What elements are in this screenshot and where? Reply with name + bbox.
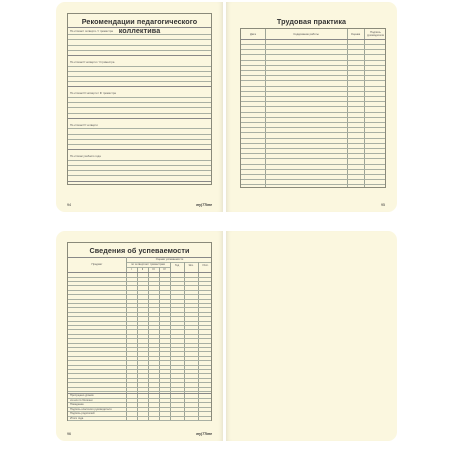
ruled-line — [68, 118, 211, 119]
ruled-line — [68, 55, 211, 56]
table-row — [241, 65, 385, 66]
ruled-line — [68, 97, 211, 98]
page-number: 95 — [381, 203, 385, 207]
ruled-line — [68, 76, 211, 77]
brand-logo: my|TTime — [196, 432, 212, 436]
table-row — [241, 75, 385, 76]
quarter-1: I — [131, 268, 132, 271]
ruled-line — [68, 39, 211, 40]
ruled-line — [68, 139, 211, 140]
table-row — [68, 312, 211, 313]
table-row — [241, 44, 385, 45]
table-row — [68, 347, 211, 348]
table-row — [68, 351, 211, 352]
ruled-line — [68, 71, 211, 72]
page-96 — [56, 231, 223, 441]
table-row — [241, 106, 385, 107]
table-row — [241, 174, 385, 175]
quarter-2: II — [141, 268, 144, 271]
table-row — [241, 70, 385, 71]
footer-row-parent-signature: Подпись родителей — [70, 412, 95, 415]
grades-table — [67, 242, 212, 421]
table-row — [241, 158, 385, 159]
table-row — [241, 148, 385, 149]
table-row — [241, 49, 385, 50]
table-row — [241, 143, 385, 144]
ruled-line — [68, 175, 211, 176]
table-row — [68, 338, 211, 339]
table-row — [241, 169, 385, 170]
footer-row-year-results: Итоги года — [70, 416, 84, 420]
table-row — [68, 378, 211, 379]
table-row — [241, 127, 385, 128]
page-94 — [56, 2, 223, 212]
footer-line — [68, 402, 211, 403]
quarters-header: по четвертям / триместрам — [131, 263, 165, 266]
table-row — [68, 360, 211, 361]
footer-line — [68, 416, 211, 417]
spread-bottom — [56, 231, 397, 441]
section-label: По итогам III четверти / III триместра — [70, 92, 116, 96]
quarter-4: IV — [163, 268, 166, 271]
table-row — [241, 80, 385, 81]
page-title: Трудовая практика — [276, 17, 347, 26]
table-row — [68, 365, 211, 366]
table-row — [68, 325, 211, 326]
footer-row-behavior: Поведение — [70, 403, 84, 406]
ruled-line — [68, 81, 211, 82]
recommendations-frame — [67, 13, 212, 185]
table-row — [68, 294, 211, 295]
table-row — [68, 334, 211, 335]
ruled-line — [68, 45, 211, 46]
table-row — [68, 343, 211, 344]
ruled-line — [68, 107, 211, 108]
ruled-line — [68, 181, 211, 182]
column-header-signature: Подпись руководителя — [366, 31, 385, 37]
footer-row-missed: Пропущено уроков — [70, 394, 94, 397]
page-title: Сведения об успеваемости — [89, 246, 190, 255]
table-row — [68, 299, 211, 300]
table-row — [241, 91, 385, 92]
table-row — [68, 307, 211, 308]
exam-header: Экз. — [188, 264, 194, 267]
table-row — [68, 387, 211, 388]
table-row — [241, 60, 385, 61]
ruled-line — [68, 170, 211, 171]
ruled-line — [68, 102, 211, 103]
table-row — [68, 316, 211, 317]
ruled-line — [68, 86, 211, 87]
table-row — [241, 101, 385, 102]
table-row — [241, 86, 385, 87]
table-row — [68, 373, 211, 374]
table-row — [241, 132, 385, 133]
table-row — [68, 382, 211, 383]
ruled-line — [68, 160, 211, 161]
table-row — [68, 369, 211, 370]
page-95 — [226, 2, 397, 212]
footer-line — [68, 420, 211, 421]
section-label: По итогам учебного года — [70, 155, 101, 159]
section-label: По итогам IV четверти — [70, 123, 98, 127]
table-row — [241, 153, 385, 154]
ruled-line — [68, 149, 211, 150]
table-row — [68, 303, 211, 304]
column-header-content: Содержание работы — [293, 33, 319, 36]
table-row — [68, 391, 211, 392]
ruled-line — [68, 113, 211, 114]
year-header: Год — [174, 264, 180, 267]
ruled-line — [68, 134, 211, 135]
table-row — [68, 281, 211, 282]
quarter-3: III — [152, 268, 155, 271]
section-label: По итогам II четверти / II триместра — [70, 60, 115, 64]
ruled-line — [68, 66, 211, 67]
spread-top — [56, 2, 397, 212]
final-header: Итог. — [202, 264, 209, 267]
table-row — [68, 285, 211, 286]
page-number: 94 — [67, 203, 71, 207]
table-row — [241, 184, 385, 185]
table-row — [68, 277, 211, 278]
page-number: 96 — [67, 432, 71, 436]
table-row — [68, 321, 211, 322]
page-title: Рекомендации педагогического коллектива — [81, 17, 198, 35]
table-row — [241, 112, 385, 113]
ruled-line — [68, 128, 211, 129]
table-row — [68, 329, 211, 330]
section-label: По итогам I четверти / I триместра — [70, 29, 113, 33]
table-row — [241, 122, 385, 123]
ruled-line — [68, 34, 211, 35]
table-row — [241, 164, 385, 165]
column-header-date: Дата — [250, 33, 256, 36]
table-row — [241, 117, 385, 118]
ruled-line — [68, 50, 211, 51]
footer-row-teacher-signature: Подпись классного руководителя — [70, 407, 112, 411]
column-header-grade: Оценка — [350, 33, 361, 36]
practice-table — [240, 28, 386, 188]
page-97-blank — [226, 231, 397, 441]
table-row — [68, 356, 211, 357]
table-row — [241, 179, 385, 180]
ruled-line — [68, 165, 211, 166]
subject-header: Предмет — [91, 263, 103, 266]
table-row — [241, 138, 385, 139]
table-row — [241, 54, 385, 55]
ruled-line — [68, 144, 211, 145]
footer-row-illness: из них по болезни — [70, 398, 93, 402]
brand-logo: my|TTime — [196, 203, 212, 207]
table-row — [68, 290, 211, 291]
table-row — [241, 96, 385, 97]
grades-header: Оценки успеваемости — [155, 258, 184, 261]
